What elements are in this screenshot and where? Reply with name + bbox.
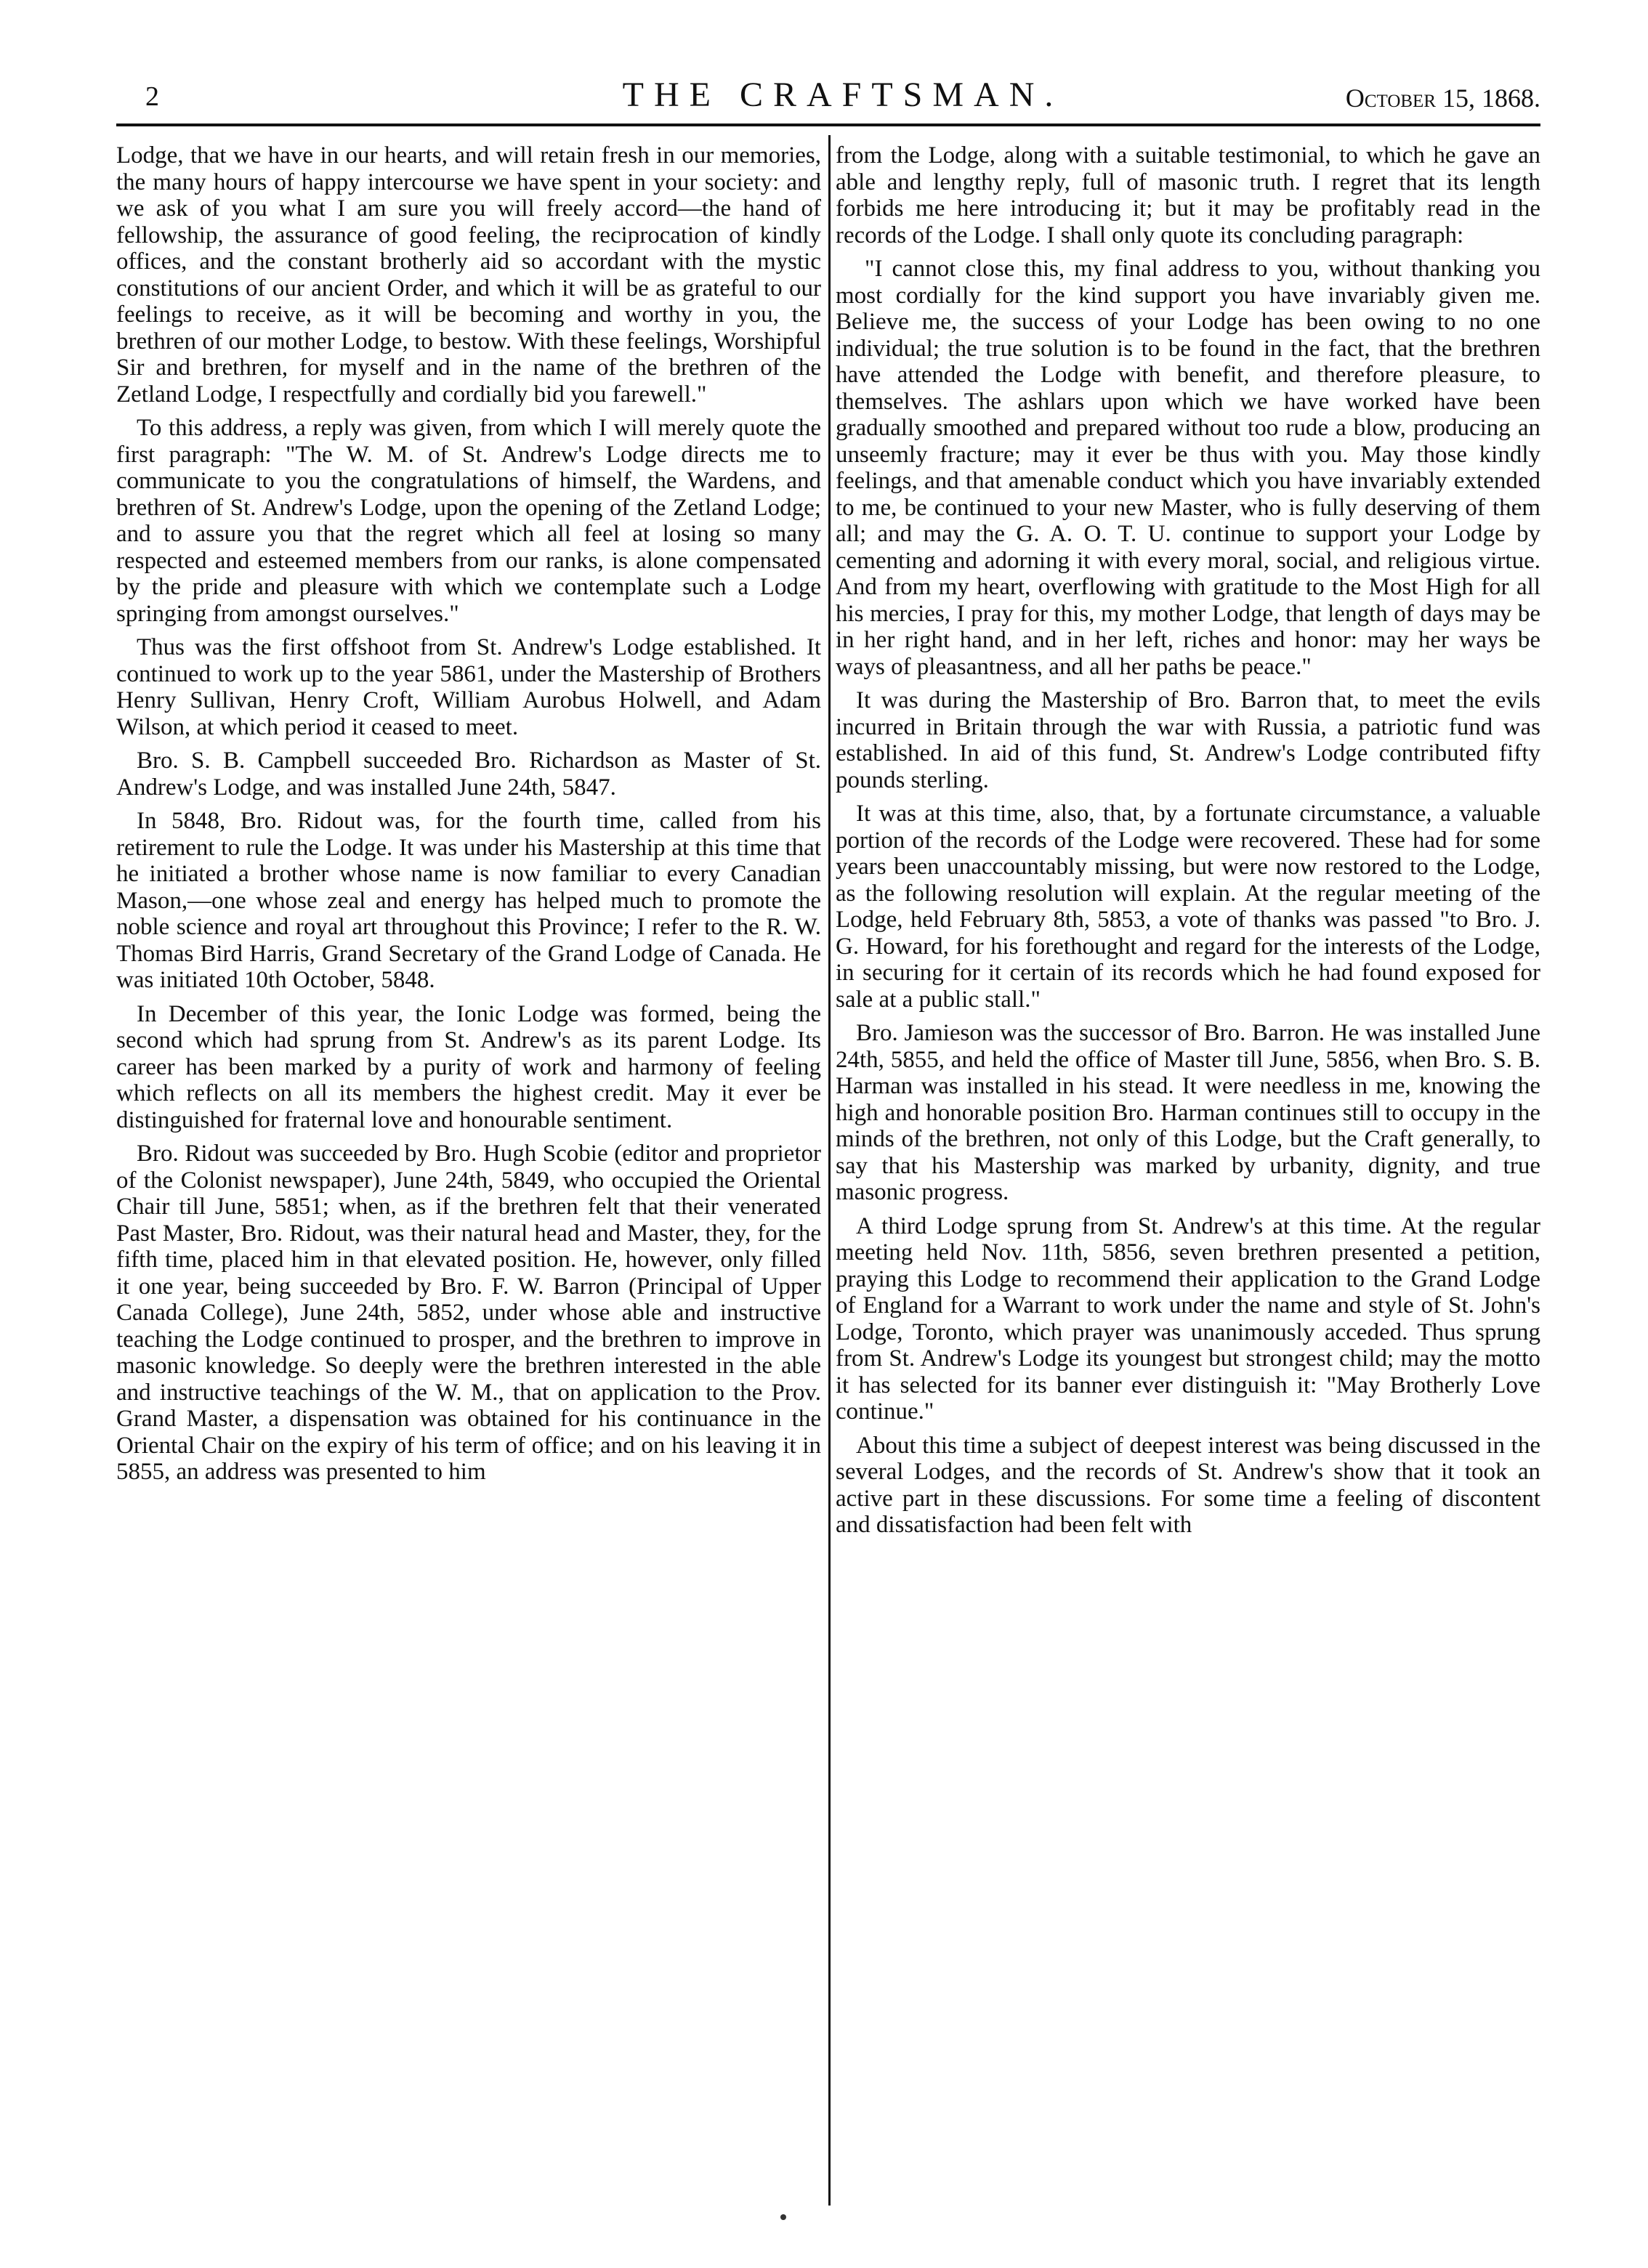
- paragraph: In 5848, Bro. Ridout was, for the fourth time, called from his retirement to rule the Lodge. It was under his Mastership at this time that he initiated a brother whose name is now familiar to every Canadian Mason,—one whose zeal and energy has helped much to promote the noble science and royal art throughout this Province; I refer to the R. W. Thomas Bird Harris, Grand Secretary of the Grand Lodge of Canada. He was initiated 10th October, 5848.: [116, 808, 821, 993]
- paragraph: A third Lodge sprung from St. Andrew's at this time. At the regular meeting held Nov. 11th, 5856, seven brethren presented a petition, praying this Lodge to recommend their application to the Grand Lodge of England for a Warrant to work under the name and style of St. John's Lodge, Toronto, which prayer was unanimously acceded. Thus sprung from St. Andrew's Lodge its youngest but strongest child; may the motto it has selected for its banner ever distinguish it: "May Brotherly Love continue.": [836, 1212, 1540, 1425]
- paragraph: Bro. Jamieson was the successor of Bro. Barron. He was installed June 24th, 5855, and held the office of Master till June, 5856, when Bro. S. B. Harman was installed in his stead. It were needless in me, knowing the high and honorable position Bro. Harman continues still to occupy in the minds of the brethren, not only of this Lodge, but the Craft generally, to say that his Mastership was marked by urbanity, dignity, and true masonic progress.: [836, 1020, 1540, 1205]
- quoted-paragraph: "I cannot close this, my final address to you, without thanking you most cordially for the kind support you have invariably given me. Believe me, the success of your Lodge has been owing to no one individual; the true solution is to be found in the fact, that the brethren have attended the Lodge with benefit, and therefore pleasure, to themselves. The ashlars upon which we have worked have been gradually smoothed and prepared without too rude a blow, producing an unseemly fracture; may it ever be thus with you. May those kindly feelings, and that amenable conduct which you have invariably extended to me, be continued to your new Master, who is fully deserving of them all; and may the G. A. O. T. U. continue to support your Lodge by cementing and adorning it with every moral, social, and religious virtue. And from my heart, overflowing with gratitude to the Most High for all his mercies, I pray for this, my mother Lodge, that length of days may be in her right hand, and in her left, riches and honor: may her ways be ways of pleasantness, and all her paths be peace.": [836, 256, 1540, 680]
- paragraph: Bro. S. B. Campbell succeeded Bro. Richardson as Master of St. Andrew's Lodge, and was installed June 24th, 5847.: [116, 748, 821, 801]
- paragraph: Lodge, that we have in our hearts, and will retain fresh in our memories, the many hours of happy intercourse we have spent in your society: and we ask of you what I am sure you will freely accord—the hand of fellowship, the assurance of good feeling, the reciprocation of kindly offices, and the constant brotherly aid so accordant with the mystic constitutions of our ancient Order, and which it will be as grateful to our feelings to receive, as it will be becoming and worthy in you, the brethren of our mother Lodge, to bestow. With these feelings, Worshipful Sir and brethren, for myself and in the name of the brethren of the Zetland Lodge, I respectfully and cordially bid you farewell.": [116, 142, 821, 408]
- header-rule: [116, 123, 1540, 126]
- issue-date: October 15, 1868.: [1345, 84, 1540, 113]
- paragraph: It was during the Mastership of Bro. Barron that, to meet the evils incurred in Britain through the war with Russia, a patriotic fund was established. In aid of this fund, St. Andrew's Lodge contributed fifty pounds sterling.: [836, 687, 1540, 793]
- page-number: 2: [145, 81, 159, 112]
- right-column: [836, 142, 1540, 2206]
- paragraph: In December of this year, the Ionic Lodge was formed, being the second which had sprung from St. Andrew's as its parent Lodge. Its career has been marked by a purity of work and harmony of feeling which reflects on all its members the highest credit. May it ever be distinguished for fraternal love and honourable sentiment.: [116, 1000, 821, 1133]
- paragraph: About this time a subject of deepest interest was being discussed in the several Lodges, and the records of St. Andrew's show that it took an active part in these discussions. For some time a feeling of discontent and dissatisfaction had been felt with: [836, 1432, 1540, 1538]
- paragraph: It was at this time, also, that, by a fortunate circumstance, a valuable portion of the records of the Lodge were recovered. These had for some years been unaccountably missing, but were now restored to the Lodge, as the following resolution will explain. At the regular meeting of the Lodge, held February 8th, 5853, a vote of thanks was passed "to Bro. J. G. Howard, for his forethought and regard for the interests of the Lodge, in securing for it certain of its records which he had found exposed for sale at a public stall.": [836, 801, 1540, 1013]
- paragraph: To this address, a reply was given, from which I will merely quote the first paragraph: "The W. M. of St. Andrew's Lodge directs me to communicate to you the congratulations of himself, the Wardens, and brethren of St. Andrew's Lodge, upon the opening of the Zetland Lodge; and to assure you that the regret which all feel at losing so many respected and esteemed members from our ranks, is alone compensated by the pride and pleasure with which we contemplate such a Lodge springing from amongst ourselves.": [116, 415, 821, 627]
- paragraph: from the Lodge, along with a suitable testimonial, to which he gave an able and lengthy reply, full of masonic truth. I regret that its length forbids me here introducing it; but it may be profitably read in the records of the Lodge. I shall only quote its concluding paragraph:: [836, 142, 1540, 248]
- left-column: [116, 142, 821, 2206]
- footer-dot: [780, 2214, 786, 2220]
- paragraph: Thus was the first offshoot from St. Andrew's Lodge established. It continued to work up to the year 5861, under the Mastership of Brothers Henry Sullivan, Henry Croft, William Aurobus Holwell, and Adam Wilson, at which period it ceased to meet.: [116, 634, 821, 740]
- column-divider: [828, 135, 831, 2206]
- masthead-title: THE CRAFTSMAN.: [622, 76, 1064, 114]
- page-header: [145, 73, 1540, 123]
- paragraph: Bro. Ridout was succeeded by Bro. Hugh Scobie (editor and proprietor of the Colonist newspaper), June 24th, 5849, who occupied the Oriental Chair till June, 5851; when, as if the brethren felt that their venerated Past Master, Bro. Ridout, was their natural head and Master, they, for the fifth time, placed him in that elevated position. He, however, only filled it one year, being succeeded by Bro. F. W. Barron (Principal of Upper Canada College), June 24th, 5852, under whose able and instructive teaching the Lodge continued to prosper, and the brethren to improve in masonic knowledge. So deeply were the brethren interested in the able and instructive teachings of the W. M., that on application to the Prov. Grand Master, a dispensation was obtained for his continuance in the Oriental Chair on the expiry of his term of office; and on his leaving it in 5855, an address was presented to him: [116, 1141, 821, 1485]
